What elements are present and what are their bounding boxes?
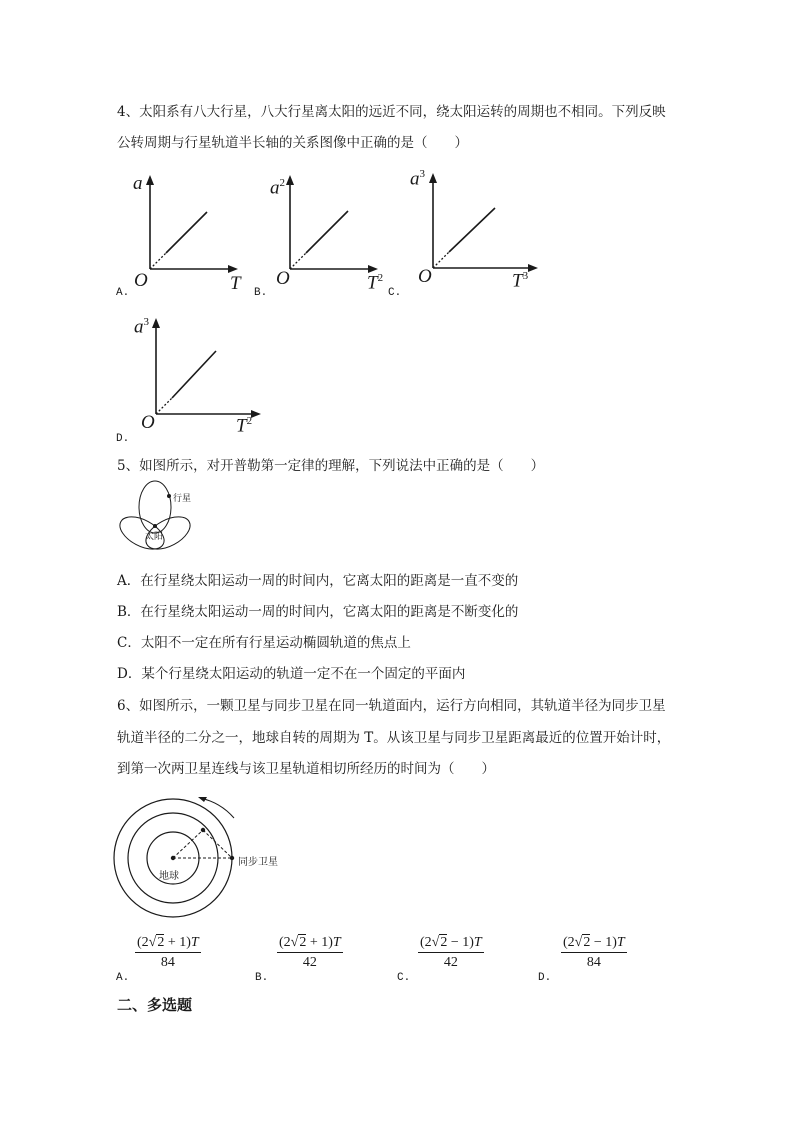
q4-c-y-label: $a^3$ — [410, 168, 425, 190]
q4-a-y-label: a — [133, 173, 143, 194]
q5-option-d: D．某个行星绕太阳运动的轨道一定不在一个固定的平面内 — [117, 666, 466, 682]
q6-option-b-letter: B. — [255, 972, 269, 984]
q6-option-a-letter: A. — [116, 972, 130, 984]
q6-stem-line3: 到第一次两卫星连线与该卫星轨道相切所经历的时间为（ ） — [117, 761, 495, 777]
q6-option-c-formula: $\frac{(2√2 - 1)T}{42}$ — [420, 935, 482, 970]
q4-c-origin: O — [418, 266, 432, 287]
q4-option-a-letter: A. — [116, 287, 130, 299]
q4-b-x-label: $T^2$ — [367, 272, 384, 294]
q4-a-origin: O — [134, 270, 148, 291]
q4-option-c-letter: C. — [388, 287, 402, 299]
q6-option-c-letter: C. — [397, 972, 411, 984]
q4-stem-line1: 4、太阳系有八大行星，八大行星离太阳的远近不同，绕太阳运转的周期也不相同。下列反映 — [117, 104, 666, 120]
q6-orbits-figure — [114, 790, 254, 934]
q6-option-a-formula: $\frac{(2√2 + 1)T}{84}$ — [137, 935, 199, 970]
q6-stem-line1: 6、如图所示，一颗卫星与同步卫星在同一轨道面内，运行方向相同，其轨道半径为同步卫星 — [117, 698, 666, 714]
q6-sync-satellite-label: 同步卫星 — [238, 857, 278, 868]
q4-option-d-letter: D. — [116, 433, 130, 445]
q5-option-b: B．在行星绕太阳运动一周的时间内，它离太阳的距离是不断变化的 — [117, 604, 519, 620]
q4-b-y-label: $a^2$ — [270, 177, 285, 199]
q4-d-y-label: $a^3$ — [134, 316, 149, 338]
q4-a-x-label: T — [230, 273, 241, 294]
q4-c-x-label: $T^3$ — [512, 270, 529, 292]
q6-stem-line2: 轨道半径的二分之一，地球自转的周期为 T。从该卫星与同步卫星距离最近的位置开始计时， — [117, 730, 671, 746]
q5-stem: 5、如图所示，对开普勒第一定律的理解，下列说法中正确的是（ ） — [117, 458, 545, 474]
q5-option-a: A．在行星绕太阳运动一周的时间内，它离太阳的距离是一直不变的 — [117, 573, 519, 589]
q4-b-origin: O — [276, 268, 290, 289]
q4-d-origin: O — [141, 412, 155, 433]
q6-option-d-letter: D. — [538, 972, 552, 984]
q5-sun-label: 太阳 — [145, 532, 164, 542]
q6-earth-label: 地球 — [159, 871, 179, 882]
q5-option-c: C．太阳不一定在所有行星运动椭圆轨道的焦点上 — [117, 635, 411, 651]
q5-planet-label: 行星 — [173, 494, 192, 504]
q6-option-b-formula: $\frac{(2√2 + 1)T}{42}$ — [279, 935, 341, 970]
q6-option-d-formula: $\frac{(2√2 - 1)T}{84}$ — [563, 935, 625, 970]
q4-d-x-label: $T^2$ — [236, 415, 253, 437]
q4-option-b-letter: B. — [254, 287, 268, 299]
section-heading-multiple-choice: 二、多选题 — [117, 996, 193, 1014]
q4-stem-line2: 公转周期与行星轨道半长轴的关系图像中正确的是（ ） — [117, 135, 468, 151]
